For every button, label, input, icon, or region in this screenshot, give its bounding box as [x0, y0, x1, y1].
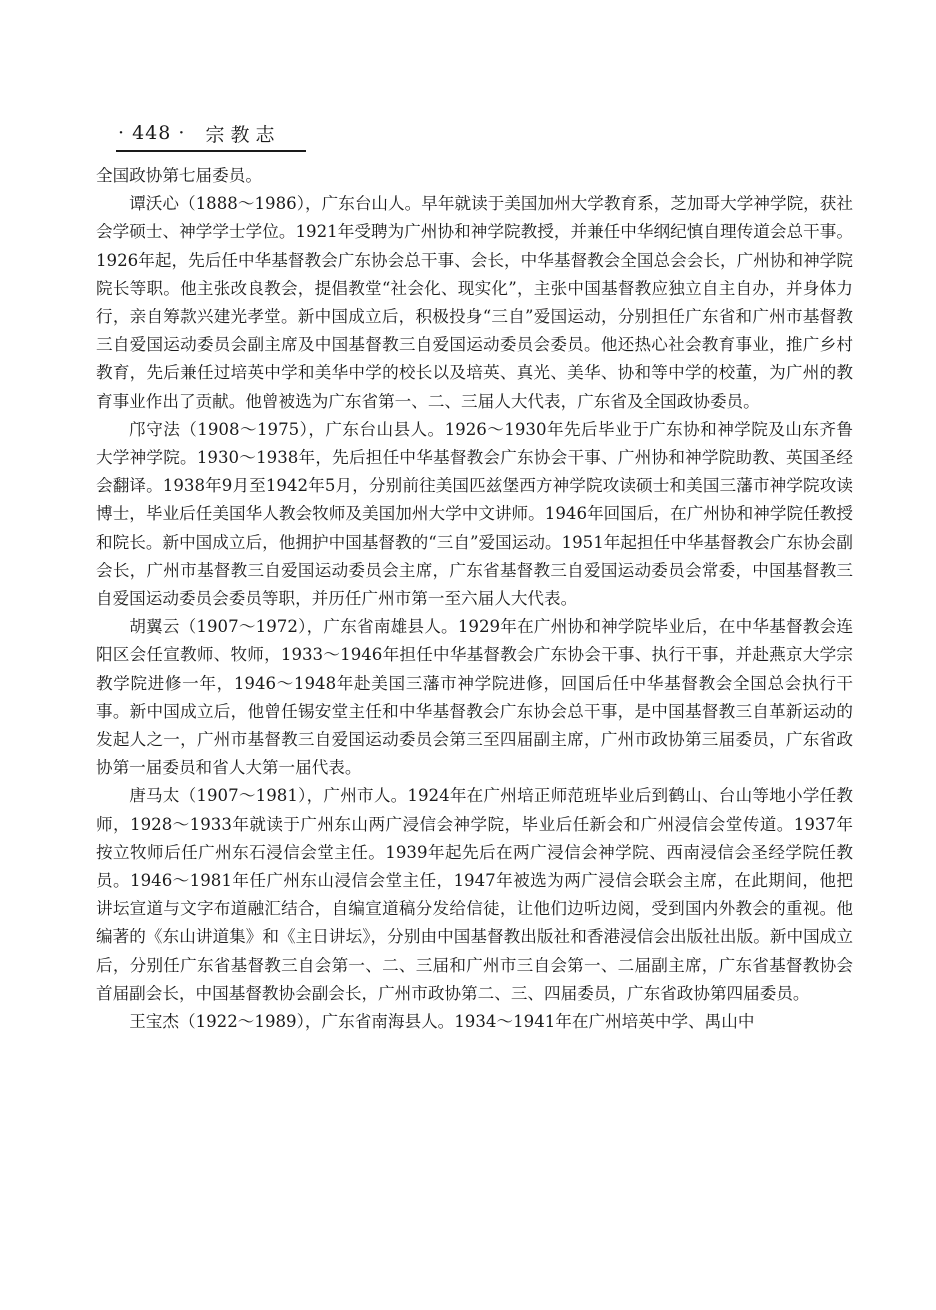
running-header [118, 118, 280, 148]
page-number: · 448 · [118, 122, 186, 144]
book-title: 宗教志 [205, 123, 281, 146]
paragraph-biography-tan-woxin: 谭沃心（1888～1986），广东台山人。早年就读于美国加州大学教育系，芝加哥大学神学院，获社会学硕士、神学学士学位。1921年受聘为广州协和神学院教授，并兼任中华纲纪慎自理传道会总干事。1926年起，先后任中华基督教会广东协会总干事、会长，中华基督教会全国总会会长，广州协和神学院院长等职。他主张改良教会，提倡教堂“社会化、现实化”，主张中国基督教应独立自主自办，并身体力行，亲自筹款兴建光孝堂。新中国成立后，积极投身“三自”爱国运动，分别担任广东省和广州市基督教三自爱国运动委员会副主席及中国基督教三自爱国运动委员会委员。他还热心社会教育事业，推广乡村教育，先后兼任过培英中学和美华中学的校长以及培英、真光、美华、协和等中学的校董，为广州的教育事业作出了贡献。他曾被选为广东省第一、二、三届人大代表，广东省及全国政协委员。 [96, 194, 853, 411]
paragraph-biography-kuang-shoufa: 邝守法（1908～1975），广东台山县人。1926～1930年先后毕业于广东协和神学院及山东齐鲁大学神学院。1930～1938年，先后担任中华基督教会广东协会干事、广州协和神学院助教、英国圣经会翻译。1938年9月至1942年5月，分别前往美国匹兹堡西方神学院攻读硕士和美国三藩市神学院攻读博士，毕业后任美国华人教会牧师及美国加州大学中文讲师。1946年回国后，在广州协和神学院任教授和院长。新中国成立后，他拥护中国基督教的“三自”爱国运动。1951年起担任中华基督教会广东协会副会长，广州市基督教三自爱国运动委员会主席，广东省基督教三自爱国运动委员会常委，中国基督教三自爱国运动委员会委员等职，并历任广州市第一至六届人大代表。 [96, 419, 853, 609]
header-rule [116, 150, 306, 152]
paragraph-biography-wang-baojie: 王宝杰（1922～1989），广东省南海县人。1934～1941年在广州培英中学、禺山中 [129, 1012, 755, 1032]
body-text [96, 162, 853, 1036]
paragraph-biography-hu-yiyun: 胡翼云（1907～1972），广东省南雄县人。1929年在广州协和神学院毕业后，在中华基督教会连阳区会任宣教师、牧师，1933～1946年担任中华基督教会广东协会干事、执行干事，并赴燕京大学宗教学院进修一年，1946～1948年赴美国三藩市神学院进修，回国后任中华基督教会全国总会执行干事。新中国成立后，他曾任锡安堂主任和中华基督教会广东协会总干事，是中国基督教三自革新运动的发起人之一，广州市基督教三自爱国运动委员会第三至四届副主席，广州市政协第三届委员，广东省政协第一届委员和省人大第一届代表。 [96, 617, 853, 778]
paragraph-continuation: 全国政协第七届委员。 [96, 166, 262, 185]
paragraph-biography-tang-matai: 唐马太（1907～1981），广州市人。1924年在广州培正师范班毕业后到鹤山、台山等地小学任教师，1928～1933年就读于广州东山两广浸信会神学院，毕业后任新会和广州浸信会堂传道。1937年按立牧师后任广州东石浸信会堂主任。1939年起先后在两广浸信会神学院、西南浸信会圣经学院任教员。1946～1981年任广州东山浸信会堂主任，1947年被选为两广浸信会联会主席，在此期间，他把讲坛宣道与文字布道融汇结合，自编宣道稿分发给信徒，让他们边听边阅，受到国内外教会的重视。他编著的《东山讲道集》和《主日讲坛》，分别由中国基督教出版社和香港浸信会出版社出版。新中国成立后，分别任广东省基督教三自会第一、二、三届和广州市三自会第一、二届副主席，广东省基督教协会首届副会长，中国基督教协会副会长，广州市政协第二、三、四届委员，广东省政协第四届委员。 [96, 786, 853, 1003]
